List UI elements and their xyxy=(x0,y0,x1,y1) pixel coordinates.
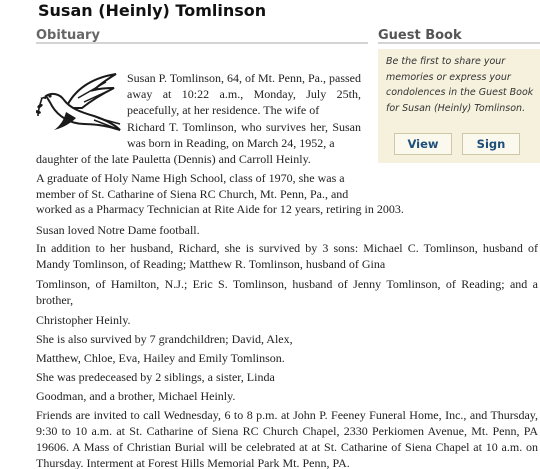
obituary-predeceased-names: Goodman, and a brother, Michael Heinly. xyxy=(36,389,236,403)
obituary-heading: Obituary xyxy=(36,28,100,43)
obituary-grandchildren-names: Matthew, Chloe, Eva, Hailey and Emily Tomlinson. xyxy=(36,351,285,365)
obituary-education: A graduate of Holy Name High School, class of 1970, she was a member of St. Catharine of Siena RC Church, Mt. Penn, Pa., and xyxy=(36,171,349,201)
obituary-services: Friends are invited to call Wednesday, 6 to 8 p.m. at John P. Feeney Funeral Home, Inc., and Thursday, 9:30 to 10 a.m. at St. Catharine of Siena RC Church Chapel, 2330 Perkiomen Avenue, Mt. Penn, PA 19606. A Mass of Christian Burial will be celebrated at at St. Catharine of Siena Chapel at 10 a.m. on Thursday. Interment at Forest Hills Memorial Park Mt. Penn, PA. xyxy=(36,408,538,469)
obituary-work: worked as a Pharmacy Technician at Rite Aide for 12 years, retiring in 2003. xyxy=(36,202,404,216)
obituary-survivors: In addition to her husband, Richard, she is survived by 3 sons: Michael C. Tomlinson, husband of Mandy Tomlinson, of Reading; Matthew R. Tomlinson, husband of Gina xyxy=(36,241,538,271)
obituary-section-header xyxy=(36,24,368,44)
guestbook-prompt: Be the first to share your memories or express your condolences in the Guest Book for Susan (Heinly) Tomlinson. xyxy=(386,56,534,114)
obituary-predeceased: She was predeceased by 2 siblings, a sister, Linda xyxy=(36,370,275,384)
obituary-sons: Tomlinson, of Hamilton, N.J.; Eric S. Tomlinson, husband of Jenny Tomlinson, of Reading; and a brother, xyxy=(36,277,538,307)
obituary-brother: Christopher Heinly. xyxy=(36,313,131,327)
sign-guestbook-button[interactable]: Sign xyxy=(462,133,520,155)
view-guestbook-button[interactable]: View xyxy=(394,133,452,155)
obituary-parents: daughter of the late Pauletta (Dennis) and Carroll Heinly. xyxy=(36,152,311,166)
dove-icon xyxy=(36,68,122,132)
obituary-grandchildren: She is also survived by 7 grandchildren; David, Alex, xyxy=(36,332,293,346)
guestbook-section-header xyxy=(378,24,540,44)
obituary-intro-continued: Richard T. Tomlinson, who survives her, Susan was born in Reading, on March 24, 1952, a xyxy=(127,120,361,150)
guestbook-panel xyxy=(378,49,540,163)
obituary-intro: Susan P. Tomlinson, 64, of Mt. Penn, Pa., passed away at 10:22 a.m., Monday, July 25th, peacefully, at her residence. The wife of xyxy=(127,71,361,117)
obituary-football: Susan loved Notre Dame football. xyxy=(36,223,200,237)
guestbook-heading: Guest Book xyxy=(378,28,462,43)
page-title: Susan (Heinly) Tomlinson xyxy=(38,1,267,20)
